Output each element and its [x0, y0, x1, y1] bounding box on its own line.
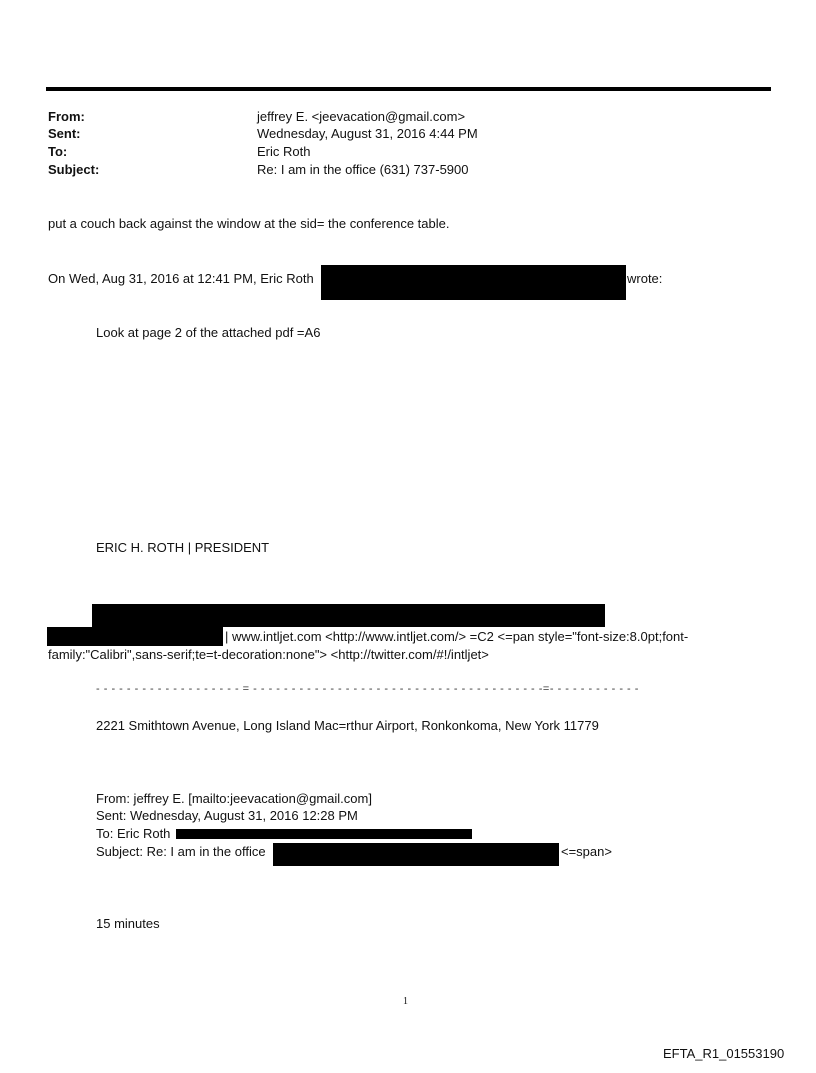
- to-value: Eric Roth: [257, 144, 311, 159]
- quoted-subject-tail: <=span>: [561, 844, 612, 859]
- from-label: From:: [48, 109, 85, 124]
- redaction-block: [92, 604, 605, 627]
- quoted-subject-line: Subject: Re: I am in the office: [96, 844, 266, 859]
- sent-value: Wednesday, August 31, 2016 4:44 PM: [257, 126, 478, 141]
- document-id: EFTA_R1_01553190: [663, 1046, 785, 1061]
- redaction-block: [47, 627, 223, 646]
- links-line-1: | www.intljet.com <http://www.intljet.com/> =C2 <=pan style="font-size:8.0pt;font-: [225, 629, 689, 644]
- quote-wrote: wrote:: [627, 271, 663, 286]
- to-label: To:: [48, 144, 68, 159]
- redaction-block: [273, 843, 559, 866]
- sent-label: Sent:: [48, 126, 81, 141]
- quoted-body-text: 15 minutes: [96, 916, 160, 931]
- divider-line: - - - - - - - - - - - - - - - - - - - = - - - - - - - - - - - - - - - - - - - - - - - - - - - - - - - - - - - - - -=- - - - - - - - - - - -: [96, 683, 639, 695]
- redaction-block: [321, 265, 626, 300]
- quoted-sent-line: Sent: Wednesday, August 31, 2016 12:28 PM: [96, 808, 358, 823]
- signature-name: ERIC H. ROTH | PRESIDENT: [96, 540, 270, 555]
- subject-label: Subject:: [48, 162, 100, 177]
- header-rule: [46, 87, 771, 91]
- address: 2221 Smithtown Avenue, Long Island Mac=rthur Airport, Ronkonkoma, New York 11779: [96, 718, 599, 733]
- look-text: Look at page 2 of the attached pdf =A6: [96, 325, 321, 340]
- redaction-block: [176, 829, 472, 839]
- quote-intro: On Wed, Aug 31, 2016 at 12:41 PM, Eric Roth: [48, 271, 314, 286]
- quoted-from-line: From: jeffrey E. [mailto:jeevacation@gmail.com]: [96, 791, 372, 806]
- from-value: jeffrey E. <jeevacation@gmail.com>: [257, 109, 466, 124]
- quoted-to-line: To: Eric Roth: [96, 826, 171, 841]
- page-number: 1: [403, 996, 408, 1007]
- links-line-2: family:"Calibri",sans-serif;te=t-decoration:none"> <http://twitter.com/#!/intljet>: [48, 647, 489, 662]
- subject-value: Re: I am in the office (631) 737-5900: [257, 162, 469, 177]
- reply-text: put a couch back against the window at the sid= the conference table.: [48, 216, 450, 231]
